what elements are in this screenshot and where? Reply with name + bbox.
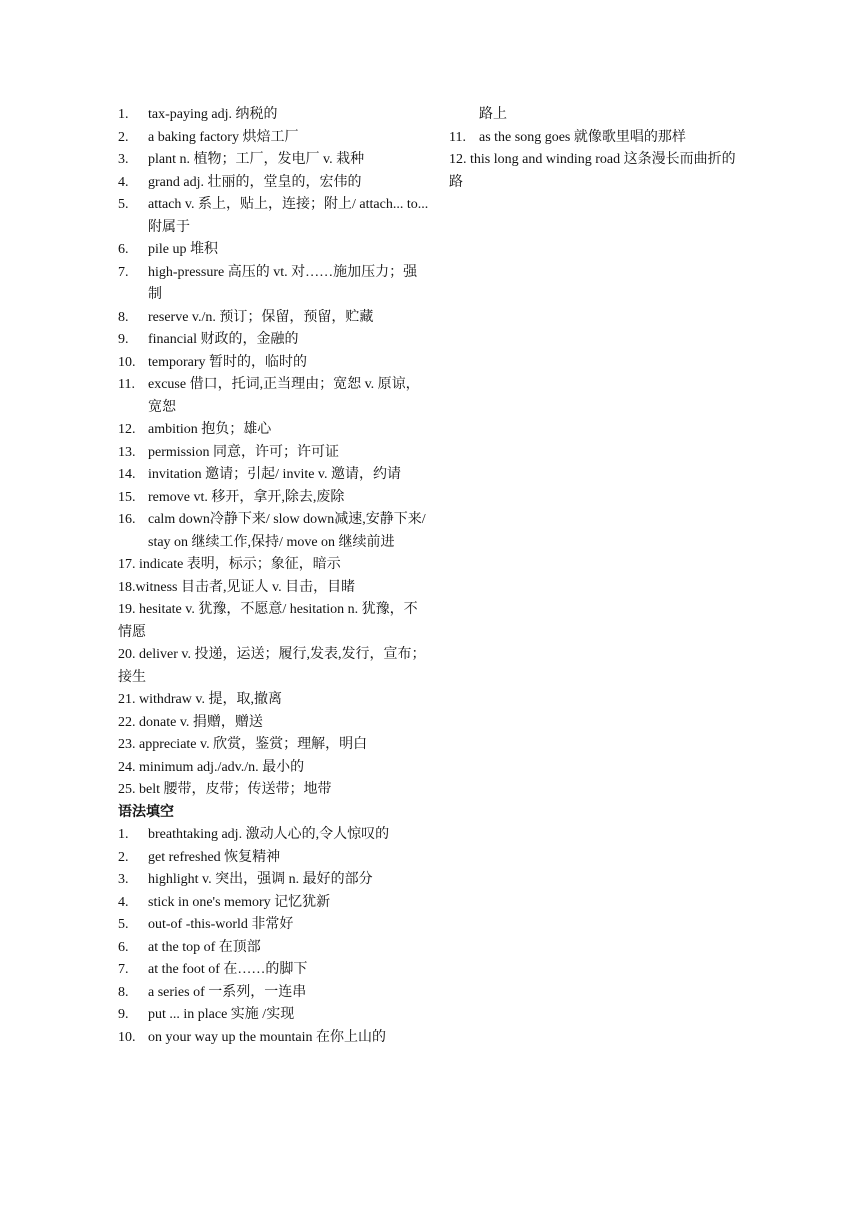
item-text: highlight v. 突出，强调 n. 最好的部分 — [148, 872, 373, 887]
list-item — [118, 1027, 430, 1050]
list-item: 18.witness 目击者,见证人 v. 目击，目睹 — [118, 579, 356, 595]
list-item: 17. indicate 表明，标示；象征，暗示 — [118, 557, 341, 572]
list-item — [118, 329, 430, 352]
section-heading: 语法填空 — [118, 804, 174, 820]
item-text: attach v. 系上，贴上，连接；附上/ attach... to...附属于 — [148, 197, 429, 235]
list-item: 25. belt 腰带，皮带；传送带；地带 — [118, 782, 332, 797]
item-number: 13. — [118, 444, 136, 460]
item-number: 4. — [118, 174, 129, 190]
list-item: 12. this long and winding road 这条漫长而曲折的路 — [449, 152, 736, 190]
list-item — [118, 464, 430, 487]
list-item — [118, 982, 430, 1005]
item-number: 6. — [118, 242, 129, 257]
list-item — [118, 239, 430, 262]
item-text: tax-paying adj. 纳税的 — [148, 107, 278, 122]
item-number: 7. — [118, 962, 129, 977]
list-item — [118, 172, 430, 195]
vocabulary-list-plain — [118, 554, 430, 802]
item-text: temporary 暂时的，临时的 — [148, 354, 308, 370]
list-item — [118, 149, 430, 172]
list-item-continuation: 路上 — [479, 107, 507, 122]
list-item — [118, 374, 430, 419]
item-number: 10. — [118, 354, 136, 370]
item-number: 5. — [118, 197, 129, 212]
item-text: a baking factory 烘焙工厂 — [148, 129, 299, 145]
vocabulary-list — [118, 104, 430, 554]
item-text: high-pressure 高压的 vt. 对……施加压力；强制 — [148, 264, 418, 302]
item-number: 3. — [118, 872, 129, 887]
list-item — [118, 869, 430, 892]
item-text: out-of -this-world 非常好 — [148, 917, 294, 932]
item-text: grand adj. 壮丽的，堂皇的，宏伟的 — [148, 174, 362, 190]
item-text: invitation 邀请；引起/ invite v. 邀请，约请 — [148, 467, 402, 482]
item-text: reserve v./n. 预订；保留，预留，贮藏 — [148, 309, 374, 325]
item-number: 1. — [118, 107, 129, 122]
item-number: 1. — [118, 827, 129, 842]
list-item — [118, 194, 430, 239]
list-item: 19. hesitate v. 犹豫，不愿意/ hesitation n. 犹豫，不情愿 — [118, 602, 418, 640]
item-number: 2. — [118, 849, 129, 865]
item-number: 11. — [118, 377, 135, 392]
item-number: 2. — [118, 129, 129, 145]
list-item — [118, 892, 430, 915]
item-text: plant n. 植物；工厂，发电厂 v. 栽种 — [148, 152, 365, 167]
list-item: 22. donate v. 捐赠，赠送 — [118, 714, 263, 730]
list-item — [118, 442, 430, 465]
list-item — [118, 262, 430, 307]
item-text: ambition 抱负；雄心 — [148, 422, 272, 437]
item-text: as the song goes 就像歌里唱的那样 — [479, 129, 686, 145]
item-number: 4. — [118, 894, 129, 910]
item-text: calm down冷静下来/ slow down减速,安静下来/ stay on 继续工作,保持/ move on 继续前进 — [148, 512, 426, 550]
list-item — [118, 937, 430, 960]
list-item — [118, 307, 430, 330]
item-text: pile up 堆积 — [148, 242, 218, 257]
item-number: 9. — [118, 1007, 129, 1022]
item-number: 6. — [118, 939, 129, 955]
list-item: 23. appreciate v. 欣赏，鉴赏；理解，明白 — [118, 737, 368, 752]
item-number: 7. — [118, 264, 129, 280]
item-number: 14. — [118, 467, 136, 482]
item-text: at the top of 在顶部 — [148, 939, 261, 955]
list-item: 21. withdraw v. 提，取,撤离 — [118, 692, 282, 707]
item-text: breathtaking adj. 激动人心的,令人惊叹的 — [148, 827, 390, 842]
list-item — [118, 127, 430, 150]
list-item — [118, 1004, 430, 1027]
item-text: remove vt. 移开，拿开,除去,废除 — [148, 489, 345, 505]
list-item — [118, 104, 430, 127]
item-text: financial 财政的，金融的 — [148, 332, 299, 347]
list-item — [118, 847, 430, 870]
item-number: 10. — [118, 1029, 136, 1045]
list-item — [118, 914, 430, 937]
item-text: put ... in place 实施 /实现 — [148, 1007, 295, 1022]
item-number: 12. — [118, 422, 136, 437]
list-item — [118, 959, 430, 982]
item-number: 3. — [118, 152, 129, 167]
item-text: on your way up the mountain 在你上山的 — [148, 1029, 386, 1045]
item-number: 8. — [118, 984, 129, 1000]
item-text: stick in one's memory 记忆犹新 — [148, 894, 331, 910]
item-text: permission 同意，许可；许可证 — [148, 444, 339, 460]
item-text: a series of 一系列，一连串 — [148, 984, 307, 1000]
item-number: 16. — [118, 512, 136, 527]
item-number: 8. — [118, 309, 129, 325]
list-item — [118, 509, 430, 554]
item-number: 5. — [118, 917, 129, 932]
item-text: excuse 借口，托词,正当理由；宽恕 v. 原谅，宽恕 — [148, 377, 420, 415]
list-item — [449, 127, 749, 150]
item-number: 11. — [449, 129, 466, 145]
grammar-list — [118, 824, 430, 1049]
item-text: at the foot of 在……的脚下 — [148, 962, 308, 977]
list-item — [118, 824, 430, 847]
item-text: get refreshed 恢复精神 — [148, 849, 281, 865]
list-item: 24. minimum adj./adv./n. 最小的 — [118, 759, 305, 775]
left-column — [118, 104, 430, 1049]
right-column — [449, 104, 749, 194]
list-item: 20. deliver v. 投递，运送；履行,发表,发行，宣布；接生 — [118, 647, 426, 685]
item-number: 9. — [118, 332, 129, 347]
list-item — [118, 352, 430, 375]
list-item — [118, 487, 430, 510]
item-number: 15. — [118, 489, 136, 505]
list-item — [118, 419, 430, 442]
